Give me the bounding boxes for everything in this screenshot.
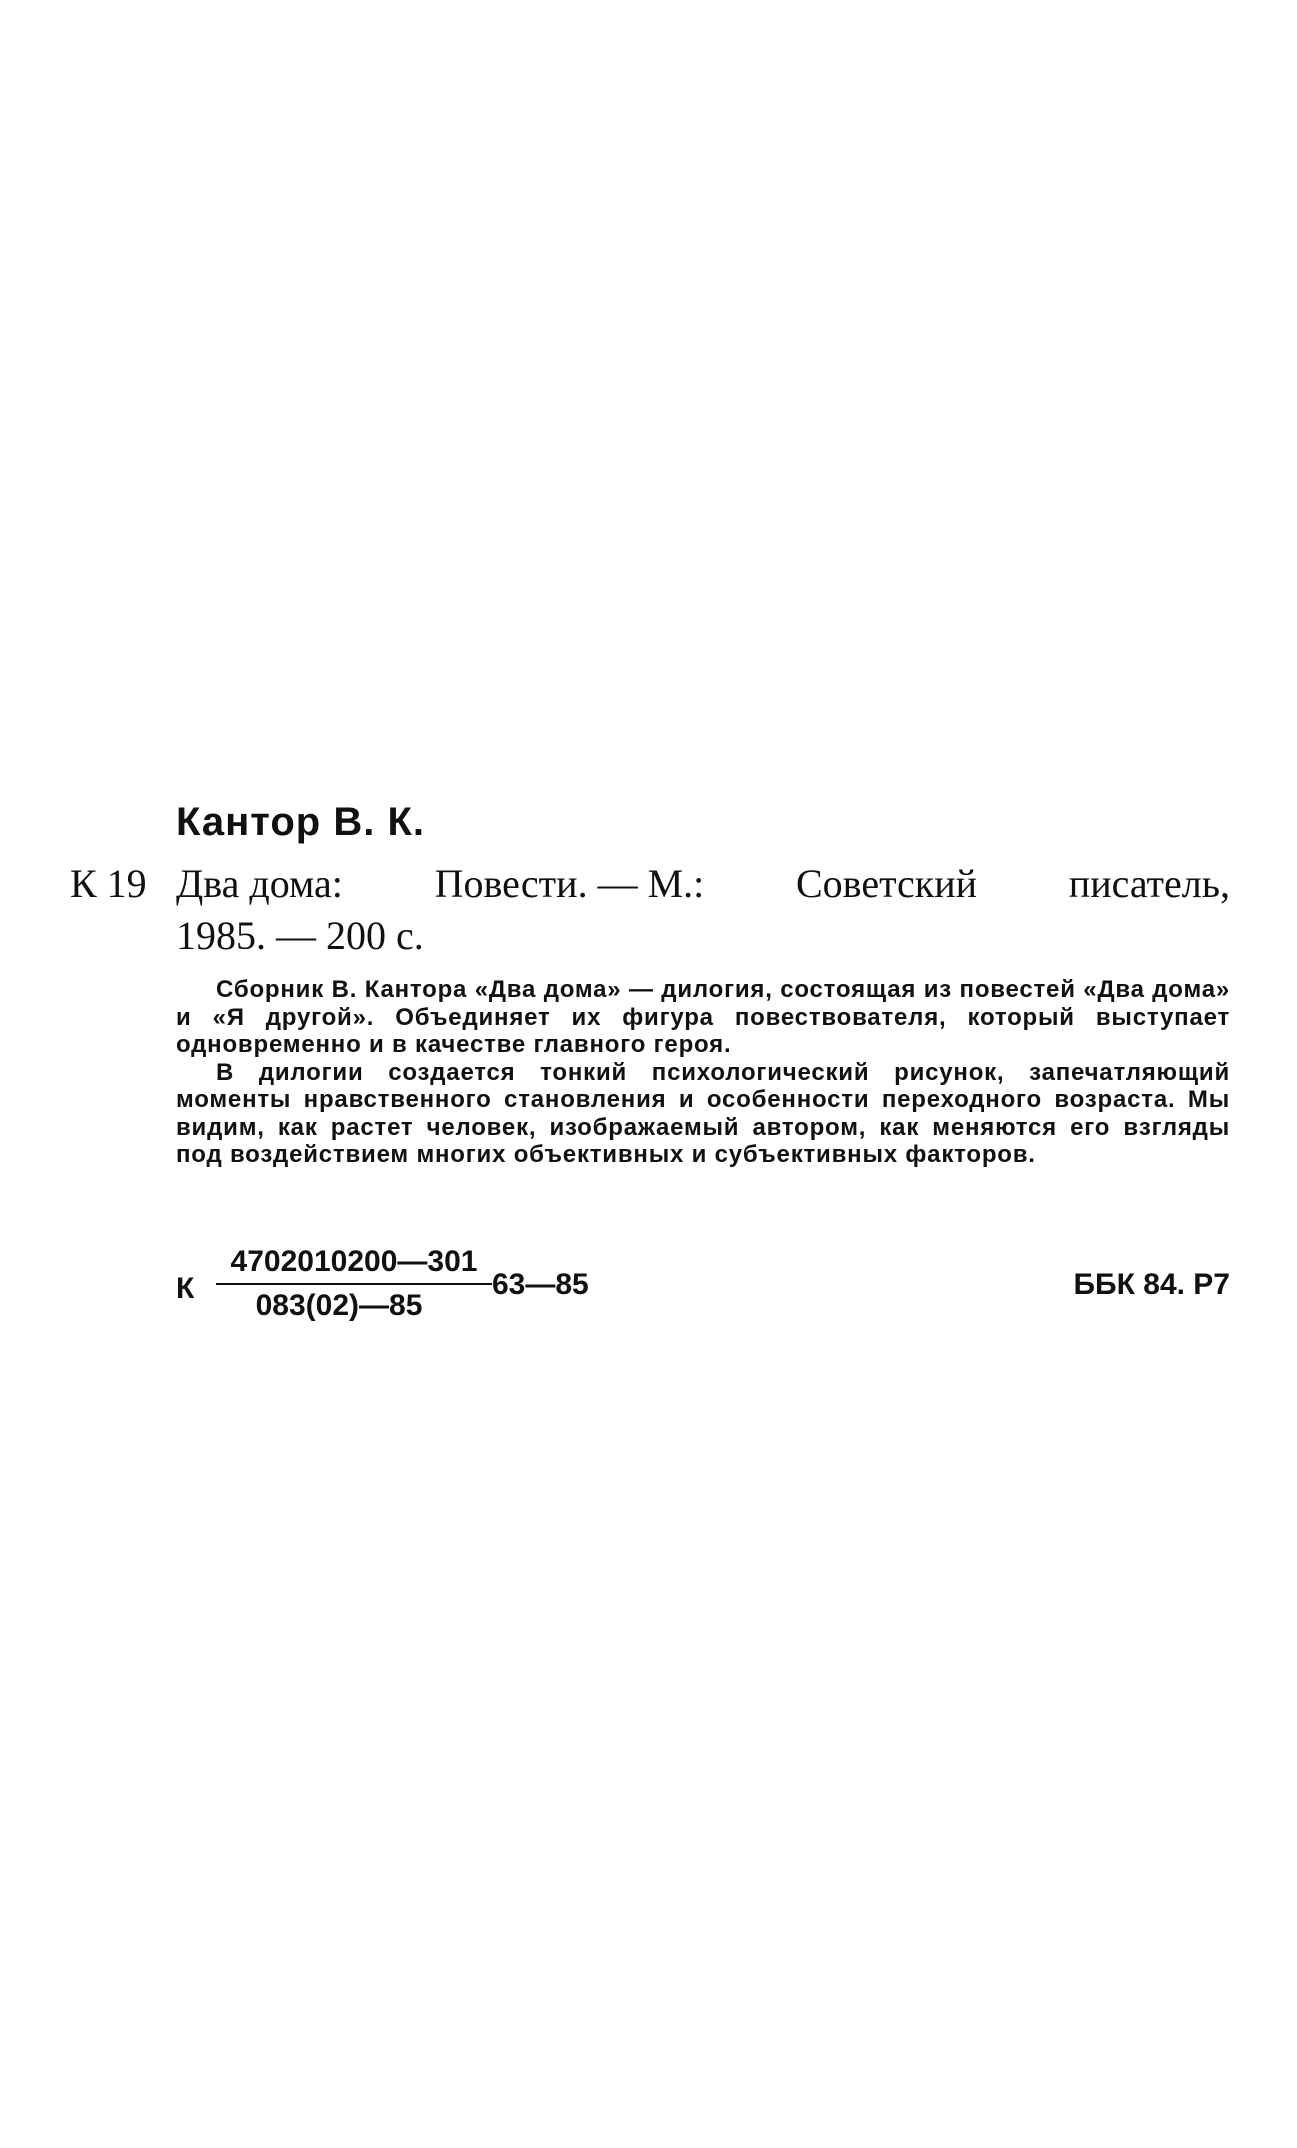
title-segment: писатель, [1068, 861, 1230, 906]
title-segment: Советский [795, 861, 978, 906]
call-number: К 19 [70, 861, 147, 906]
index-denominator: 083(02)—85 [255, 1289, 423, 1322]
publication-info: 1985. — 200 с. [176, 913, 424, 958]
index-letter: К [176, 1272, 195, 1305]
bbk-code: ББК 84. Р7 [1073, 1268, 1230, 1301]
annotation [176, 976, 1230, 1169]
index-numerator: 4702010200—301 [216, 1245, 492, 1285]
annotation-paragraph: Сборник В. Кантора «Два дома» — дилогия, состоящая из повестей «Два дома» и «Я другой». Объединяет их фигура повествователя, который выступает одновременно и в качестве главного героя. [176, 976, 1230, 1058]
title-segment: Повести. — М.: [434, 861, 705, 906]
title-segment: Два дома: [176, 861, 343, 906]
annotation-paragraph: В дилогии создается тонкий психологический рисунок, запечатляющий моменты нравственного становления и особенности переходного возраста. Мы видим, как растет человек, изображаемый автором, как меняются его взгляды под воздействием многих объективных и субъективных факторов. [176, 1058, 1230, 1168]
index-fraction [216, 1245, 492, 1323]
title-line [176, 860, 1230, 907]
author-name: Кантор В. К. [176, 800, 425, 844]
index-suffix: 63—85 [492, 1268, 589, 1301]
